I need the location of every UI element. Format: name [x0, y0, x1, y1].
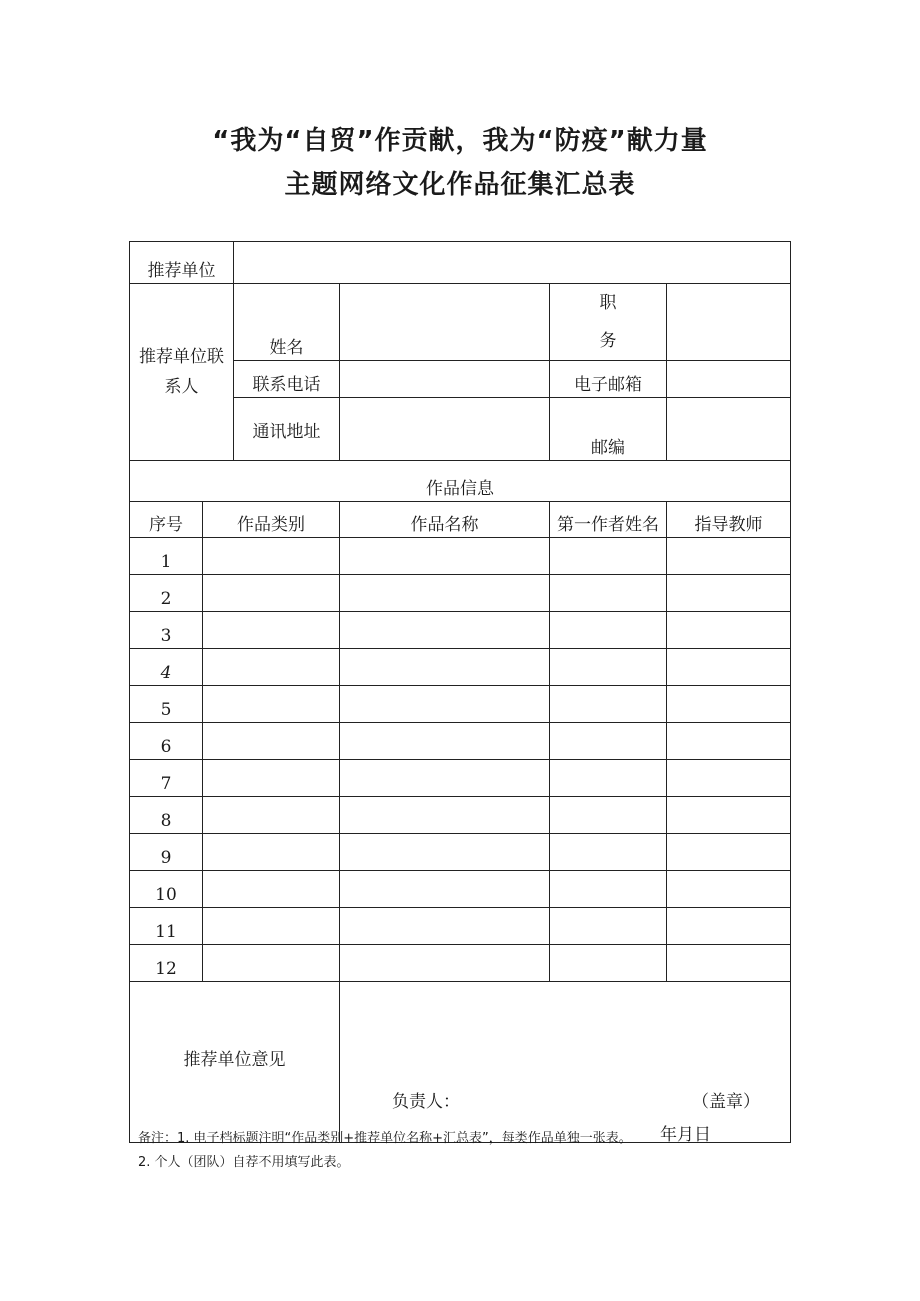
phone-field[interactable] [340, 361, 550, 398]
work-title-cell[interactable] [340, 649, 550, 686]
work-title-cell[interactable] [340, 612, 550, 649]
row-number: 9 [130, 834, 203, 871]
job-title-label-char2: 务 [599, 331, 617, 351]
work-title-cell[interactable] [340, 760, 550, 797]
row-number: 7 [130, 760, 203, 797]
category-cell[interactable] [203, 945, 340, 982]
work-title-cell[interactable] [340, 834, 550, 871]
first-author-cell[interactable] [550, 871, 667, 908]
table-row [130, 723, 791, 760]
category-cell[interactable] [203, 649, 340, 686]
category-cell[interactable] [203, 575, 340, 612]
table-row [130, 649, 791, 686]
first-author-cell[interactable] [550, 908, 667, 945]
advisor-cell[interactable] [667, 834, 791, 871]
first-author-cell[interactable] [550, 686, 667, 723]
first-author-cell[interactable] [550, 538, 667, 575]
category-cell[interactable] [203, 908, 340, 945]
first-author-cell[interactable] [550, 575, 667, 612]
row-number: 2 [130, 575, 203, 612]
advisor-cell[interactable] [667, 797, 791, 834]
category-cell[interactable] [203, 834, 340, 871]
work-title-cell[interactable] [340, 538, 550, 575]
job-title-field[interactable] [667, 284, 791, 361]
advisor-cell[interactable] [667, 686, 791, 723]
table-row [130, 538, 791, 575]
col-header-work-title: 作品名称 [340, 502, 550, 538]
notes [138, 1127, 632, 1175]
works-info-header: 作品信息 [130, 461, 791, 502]
advisor-cell[interactable] [667, 649, 791, 686]
table-row [130, 760, 791, 797]
phone-label: 联系电话 [234, 361, 340, 398]
name-field[interactable] [340, 284, 550, 361]
row-number: 4 [130, 649, 203, 686]
row-number: 12 [130, 945, 203, 982]
col-header-serial: 序号 [130, 502, 203, 538]
row-number: 8 [130, 797, 203, 834]
work-title-cell[interactable] [340, 908, 550, 945]
first-author-cell[interactable] [550, 723, 667, 760]
name-label: 姓名 [234, 284, 340, 361]
recommend-unit-label: 推荐单位 [130, 242, 234, 284]
table-row [130, 612, 791, 649]
category-cell[interactable] [203, 797, 340, 834]
col-header-advisor: 指导教师 [667, 502, 791, 538]
table-row [130, 945, 791, 982]
first-author-cell[interactable] [550, 612, 667, 649]
row-number: 5 [130, 686, 203, 723]
table-row [130, 908, 791, 945]
first-author-cell[interactable] [550, 797, 667, 834]
advisor-cell[interactable] [667, 760, 791, 797]
submission-summary-table [129, 241, 791, 1143]
category-cell[interactable] [203, 871, 340, 908]
recommend-unit-field[interactable] [234, 242, 791, 284]
address-label: 通讯地址 [234, 398, 340, 461]
contact-person-label [130, 284, 234, 461]
advisor-cell[interactable] [667, 723, 791, 760]
category-cell[interactable] [203, 723, 340, 760]
job-title-label [550, 284, 667, 361]
table-row [130, 871, 791, 908]
email-field[interactable] [667, 361, 791, 398]
date-label: 年月日 [660, 1125, 711, 1145]
table-row [130, 686, 791, 723]
work-title-cell[interactable] [340, 797, 550, 834]
row-number: 10 [130, 871, 203, 908]
work-title-cell[interactable] [340, 686, 550, 723]
postcode-label: 邮编 [550, 398, 667, 461]
category-cell[interactable] [203, 538, 340, 575]
first-author-cell[interactable] [550, 945, 667, 982]
col-header-first-author: 第一作者姓名 [550, 502, 667, 538]
opinion-field[interactable] [340, 982, 791, 1143]
advisor-cell[interactable] [667, 945, 791, 982]
job-title-label-char1: 职 [599, 293, 617, 313]
table-row [130, 834, 791, 871]
advisor-cell[interactable] [667, 871, 791, 908]
work-title-cell[interactable] [340, 871, 550, 908]
row-number: 6 [130, 723, 203, 760]
table-row [130, 797, 791, 834]
category-cell[interactable] [203, 686, 340, 723]
responsible-person-label: 负责人： [392, 1092, 460, 1112]
first-author-cell[interactable] [550, 834, 667, 871]
seal-label: （盖章） [692, 1092, 760, 1112]
document-title-line1: “我为“自贸”作贡献，我为“防疫”献力量 [212, 126, 708, 156]
postcode-field[interactable] [667, 398, 791, 461]
opinion-label: 推荐单位意见 [130, 982, 340, 1143]
row-number: 1 [130, 538, 203, 575]
advisor-cell[interactable] [667, 908, 791, 945]
work-title-cell[interactable] [340, 575, 550, 612]
col-header-category: 作品类别 [203, 502, 340, 538]
table-row [130, 575, 791, 612]
advisor-cell[interactable] [667, 575, 791, 612]
first-author-cell[interactable] [550, 760, 667, 797]
address-field[interactable] [340, 398, 550, 461]
advisor-cell[interactable] [667, 612, 791, 649]
row-number: 3 [130, 612, 203, 649]
work-title-cell[interactable] [340, 723, 550, 760]
advisor-cell[interactable] [667, 538, 791, 575]
note-line-2: 2. 个人（团队）自荐不用填写此表。 [138, 1155, 350, 1170]
category-cell[interactable] [203, 760, 340, 797]
first-author-cell[interactable] [550, 649, 667, 686]
note-line-1: 备注：1. 电子档标题注明“作品类别+推荐单位名称+汇总表”，每类作品单独一张表。 [138, 1131, 632, 1146]
document-title-line2: 主题网络文化作品征集汇总表 [284, 170, 636, 200]
work-title-cell[interactable] [340, 945, 550, 982]
email-label: 电子邮箱 [550, 361, 667, 398]
category-cell[interactable] [203, 612, 340, 649]
contact-person-label-text: 推荐单位联系人 [139, 347, 224, 397]
row-number: 11 [130, 908, 203, 945]
